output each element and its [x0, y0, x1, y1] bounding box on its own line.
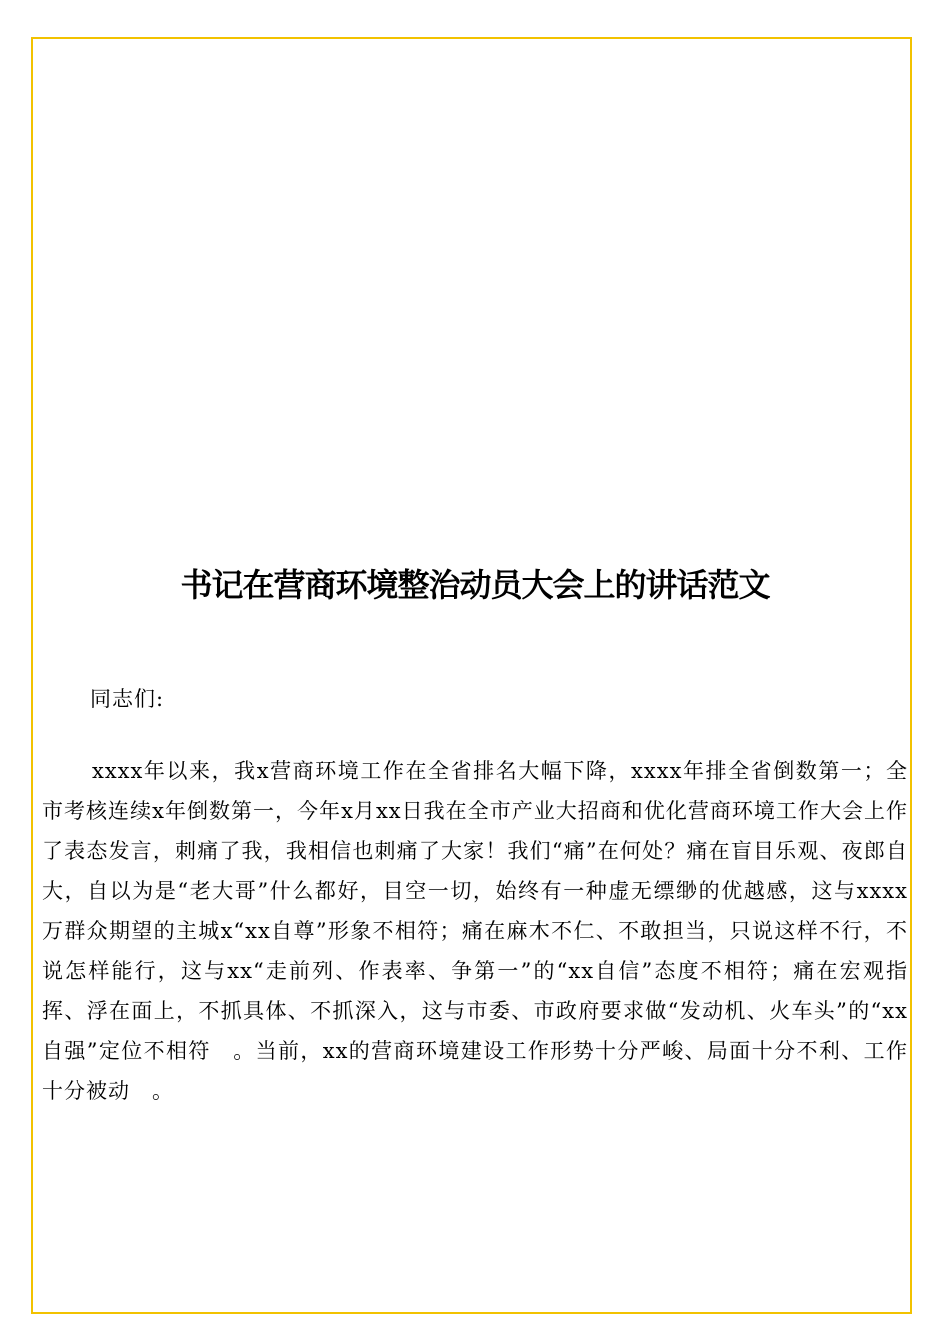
document-title: 书记在营商环境整治动员大会上的讲话范文 [180, 566, 770, 604]
salutation: 同志们: [90, 687, 165, 711]
page-border [31, 37, 912, 1314]
body-paragraph: xxxx年以来，我x营商环境工作在全省排名大幅下降，xxxx年排全省倒数第一；全市考核连续x年倒数第一，今年x月xx日我在全市产业大招商和优化营商环境工作大会上作了表态发言，刺痛了我，我相信也刺痛了大家！我们“痛”在何处？痛在盲目乐观、夜郎自大，自以为是“老大哥”什么都好，目空一切，始终有一种虚无缥缈的优越感，这与xxxx万群众期望的主城x“xx自尊”形象不相符；痛在麻木不仁、不敢担当，只说这样不行，不说怎样能行，这与xx“走前列、作表率、争第一”的“xx自信”态度不相符；痛在宏观指挥、浮在面上，不抓具体、不抓深入，这与市委、市政府要求做“发动机、火车头”的“xx自强”定位不相符 。当前，xx的营商环境建设工作形势十分严峻、局面十分不利、工作十分被动 。 [42, 759, 908, 1103]
